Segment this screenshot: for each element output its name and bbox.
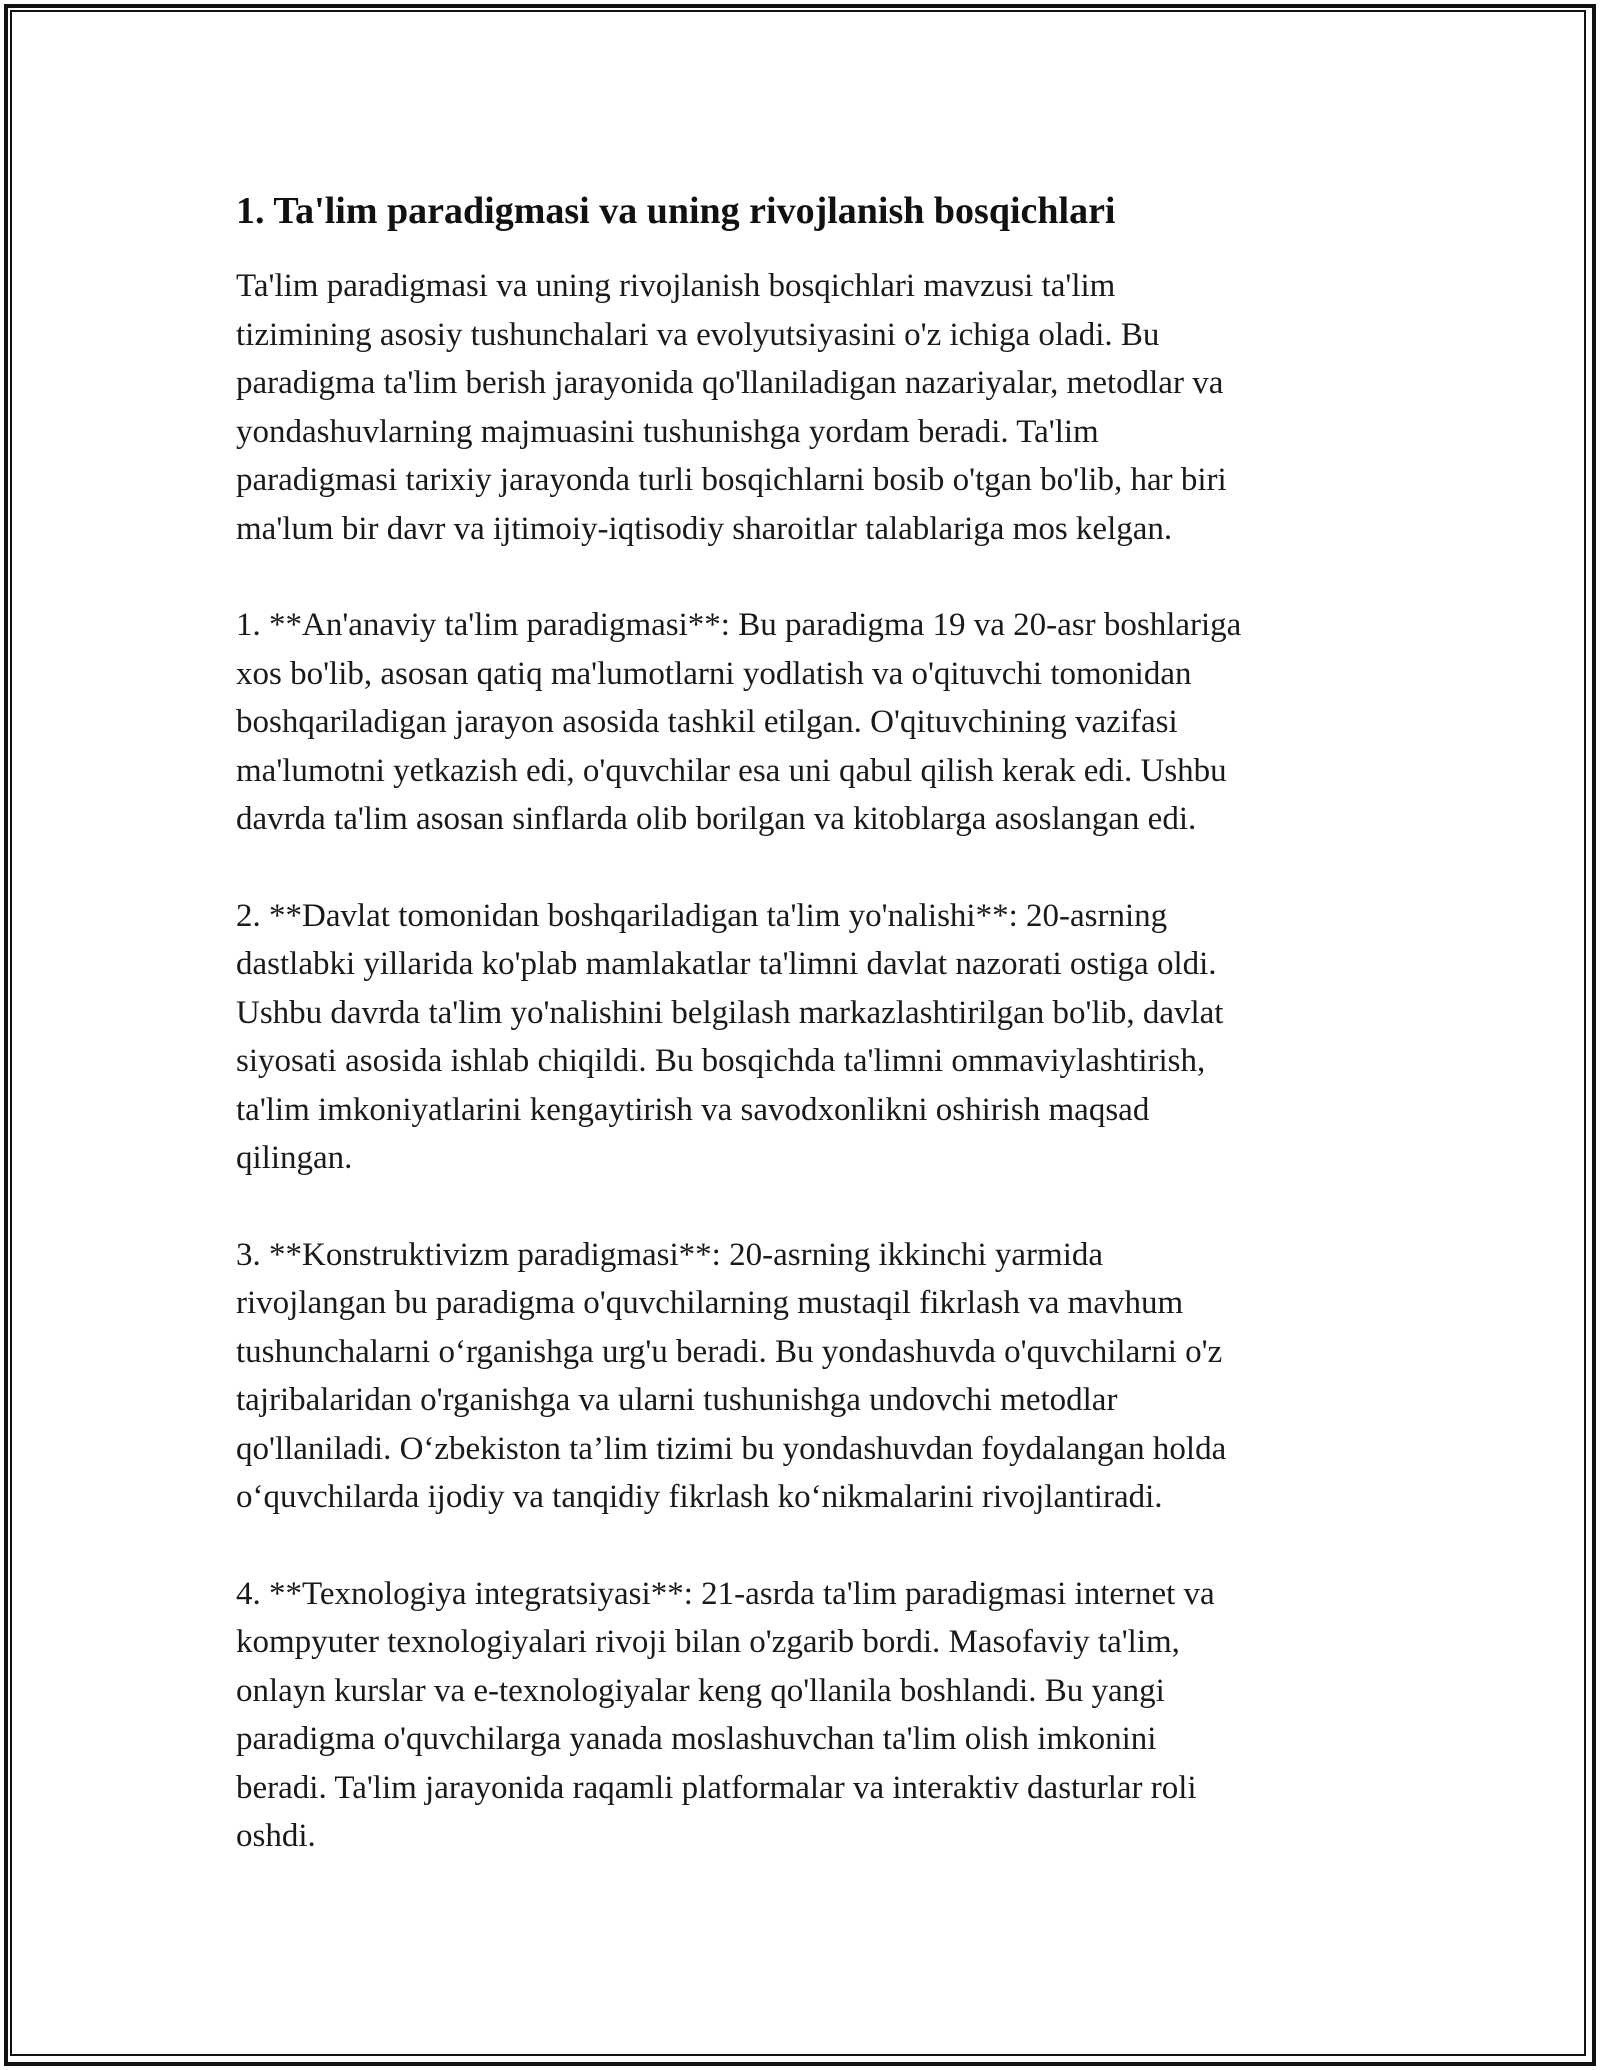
section-paragraph-4: 4. **Texnologiya integratsiyasi**: 21-asrda ta'lim paradigmasi internet va kompyuter texnologiyalari rivoji bilan o'zgarib bordi. Masofaviy ta'lim, onlayn kurslar va e-texnologiyalar keng qo'llanila boshlandi. Bu yangi paradigma o'quvchilarga yanada moslashuvchan ta'lim olish imkonini beradi. Ta'lim jarayonida raqamli platformalar va interaktiv dasturlar roli oshdi. <box>236 1575 1215 1854</box>
document-title: 1. Ta'lim paradigmasi va uning rivojlanish bosqichlari <box>236 190 1116 232</box>
section-paragraph-2: 2. **Davlat tomonidan boshqariladigan ta'lim yo'nalishi**: 20-asrning dastlabki yillarida ko'plab mamlakatlar ta'limni davlat nazorati ostiga oldi. Ushbu davrda ta'lim yo'nalishini belgilash markazlashtirilgan bo'lib, davlat siyosati asosida ishlab chiqildi. Bu bosqichda ta'limni ommaviylashtirish, ta'lim imkoniyatlarini kengaytirish va savodxonlikni oshirish maqsad qilingan. <box>236 897 1224 1176</box>
section-paragraph-3: 3. **Konstruktivizm paradigmasi**: 20-asrning ikkinchi yarmida rivojlangan bu paradigma o'quvchilarning mustaqil fikrlash va mavhum tushunchalarni o‘rganishga urg'u beradi. Bu yondashuvda o'quvchilarni o'z tajribalaridan o'rganishga va ularni tushunishga undovchi metodlar qo'llaniladi. O‘zbekiston ta’lim tizimi bu yondashuvdan foydalangan holda o‘quvchilarda ijodiy va tanqidiy fikrlash ko‘nikmalarini rivojlantiradi. <box>236 1236 1227 1515</box>
document-body <box>236 186 1366 1909</box>
section-paragraph-1: 1. **An'anaviy ta'lim paradigmasi**: Bu paradigma 19 va 20-asr boshlariga xos bo'lib, asosan qatiq ma'lumotlarni yodlatish va o'qituvchi tomonidan boshqariladigan jarayon asosida tashkil etilgan. O'qituvchining vazifasi ma'lumotni yetkazish edi, o'quvchilar esa uni qabul qilish kerak edi. Ushbu davrda ta'lim asosan sinflarda olib borilgan va kitoblarga asoslangan edi. <box>236 607 1242 837</box>
intro-paragraph: Ta'lim paradigmasi va uning rivojlanish bosqichlari mavzusi ta'lim tizimining asosiy tushunchalari va evolyutsiyasini o'z ichiga oladi. Bu paradigma ta'lim berish jarayonida qo'llaniladigan nazariyalar, metodlar va yondashuvlarning majmuasini tushunishga yordam beradi. Ta'lim paradigmasi tarixiy jarayonda turli bosqichlarni bosib o'tgan bo'lib, har biri ma'lum bir davr va ijtimoiy-iqtisodiy sharoitlar talablariga mos kelgan. <box>236 268 1227 547</box>
